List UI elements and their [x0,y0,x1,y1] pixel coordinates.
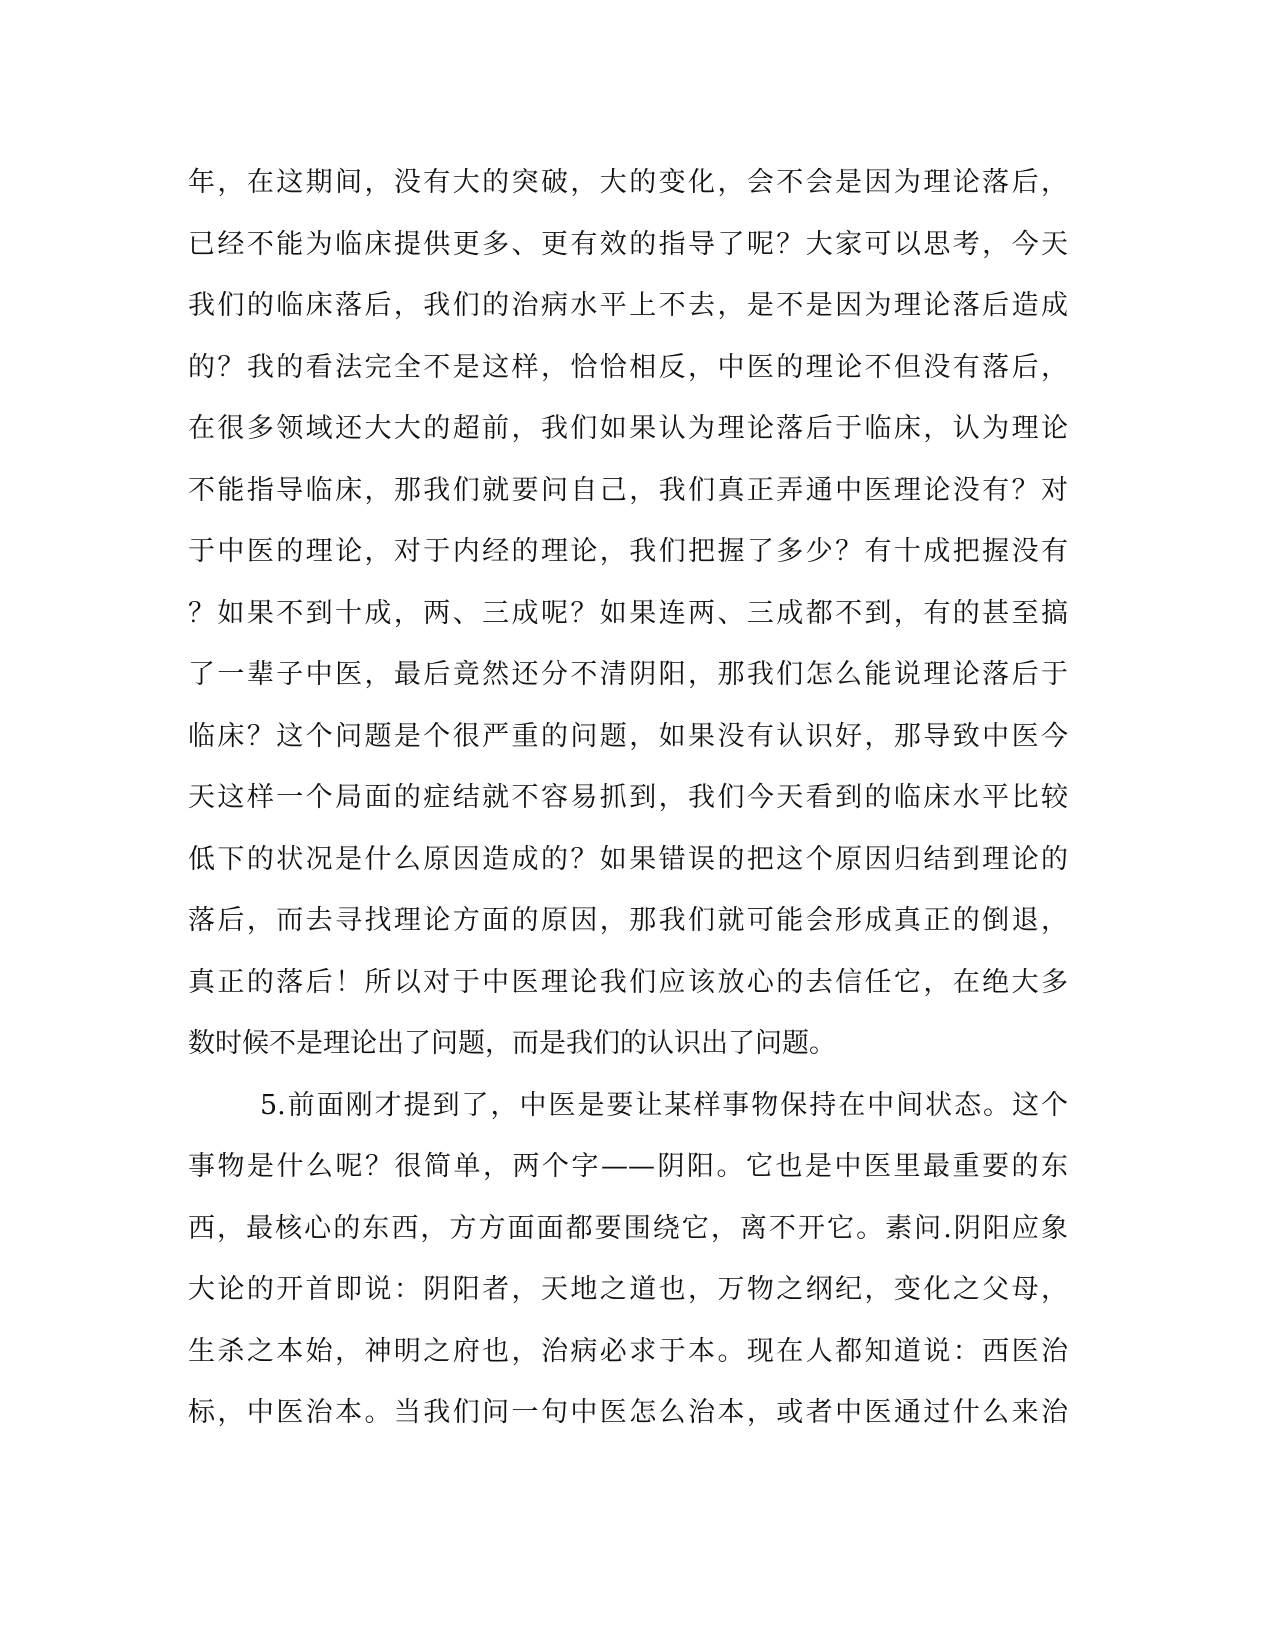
text-line: 天这样一个局面的症结就不容易抓到，我们今天看到的临床水平比较 [188,782,1068,813]
text-line: 生杀之本始，神明之府也，治病必求于本。现在人都知道说：西医治 [188,1335,1068,1367]
text-line: 我们的临床落后，我们的治病水平上不去，是不是因为理论落后造成 [188,290,1068,321]
text-line: 了一辈子中医，最后竟然还分不清阴阳，那我们怎么能说理论落后于 [188,659,1068,690]
text-line: 临床？这个问题是个很严重的问题，如果没有认识好，那导致中医今 [188,720,1068,752]
text-line: 真正的落后！所以对于中医理论我们应该放心的去信任它，在绝大多 [188,966,1068,998]
text-line: 的？我的看法完全不是这样，恰恰相反，中医的理论不但没有落后， [188,351,1068,383]
text-line: 年，在这期间，没有大的突破，大的变化，会不会是因为理论落后， [188,167,1068,198]
text-line: ？如果不到十成，两、三成呢？如果连两、三成都不到，有的甚至搞 [188,597,1068,629]
text-line: 不能指导临床，那我们就要问自己，我们真正弄通中医理论没有？对 [188,474,1068,506]
text-line: 事物是什么呢？很简单，两个字——阴阳。它也是中医里最重要的东 [188,1151,1068,1182]
body-text [188,162,1068,1454]
text-line: 在很多领域还大大的超前，我们如果认为理论落后于临床，认为理论 [188,413,1068,444]
text-line: 落后，而去寻找理论方面的原因，那我们就可能会形成真正的倒退， [188,905,1068,936]
text-line: 已经不能为临床提供更多、更有效的指导了呢？大家可以思考，今天 [188,228,1068,260]
text-line: 于中医的理论，对于内经的理论，我们把握了多少？有十成把握没有 [188,536,1068,567]
text-line: 大论的开首即说：阴阳者，天地之道也，万物之纲纪，变化之父母， [188,1274,1068,1305]
paragraph-end-line: 数时候不是理论出了问题，而是我们的认识出了问题。 [188,1028,836,1059]
text-line: 西，最核心的东西，方方面面都要围绕它，离不开它。素问.阴阳应象 [188,1212,1068,1244]
text-line: 标，中医治本。当我们问一句中医怎么治本，或者中医通过什么来治 [188,1397,1068,1428]
paragraph-start-line: 5.前面刚才提到了，中医是要让某样事物保持在中间状态。这个 [260,1089,1068,1121]
text-line: 低下的状况是什么原因造成的？如果错误的把这个原因归结到理论的 [188,843,1068,875]
